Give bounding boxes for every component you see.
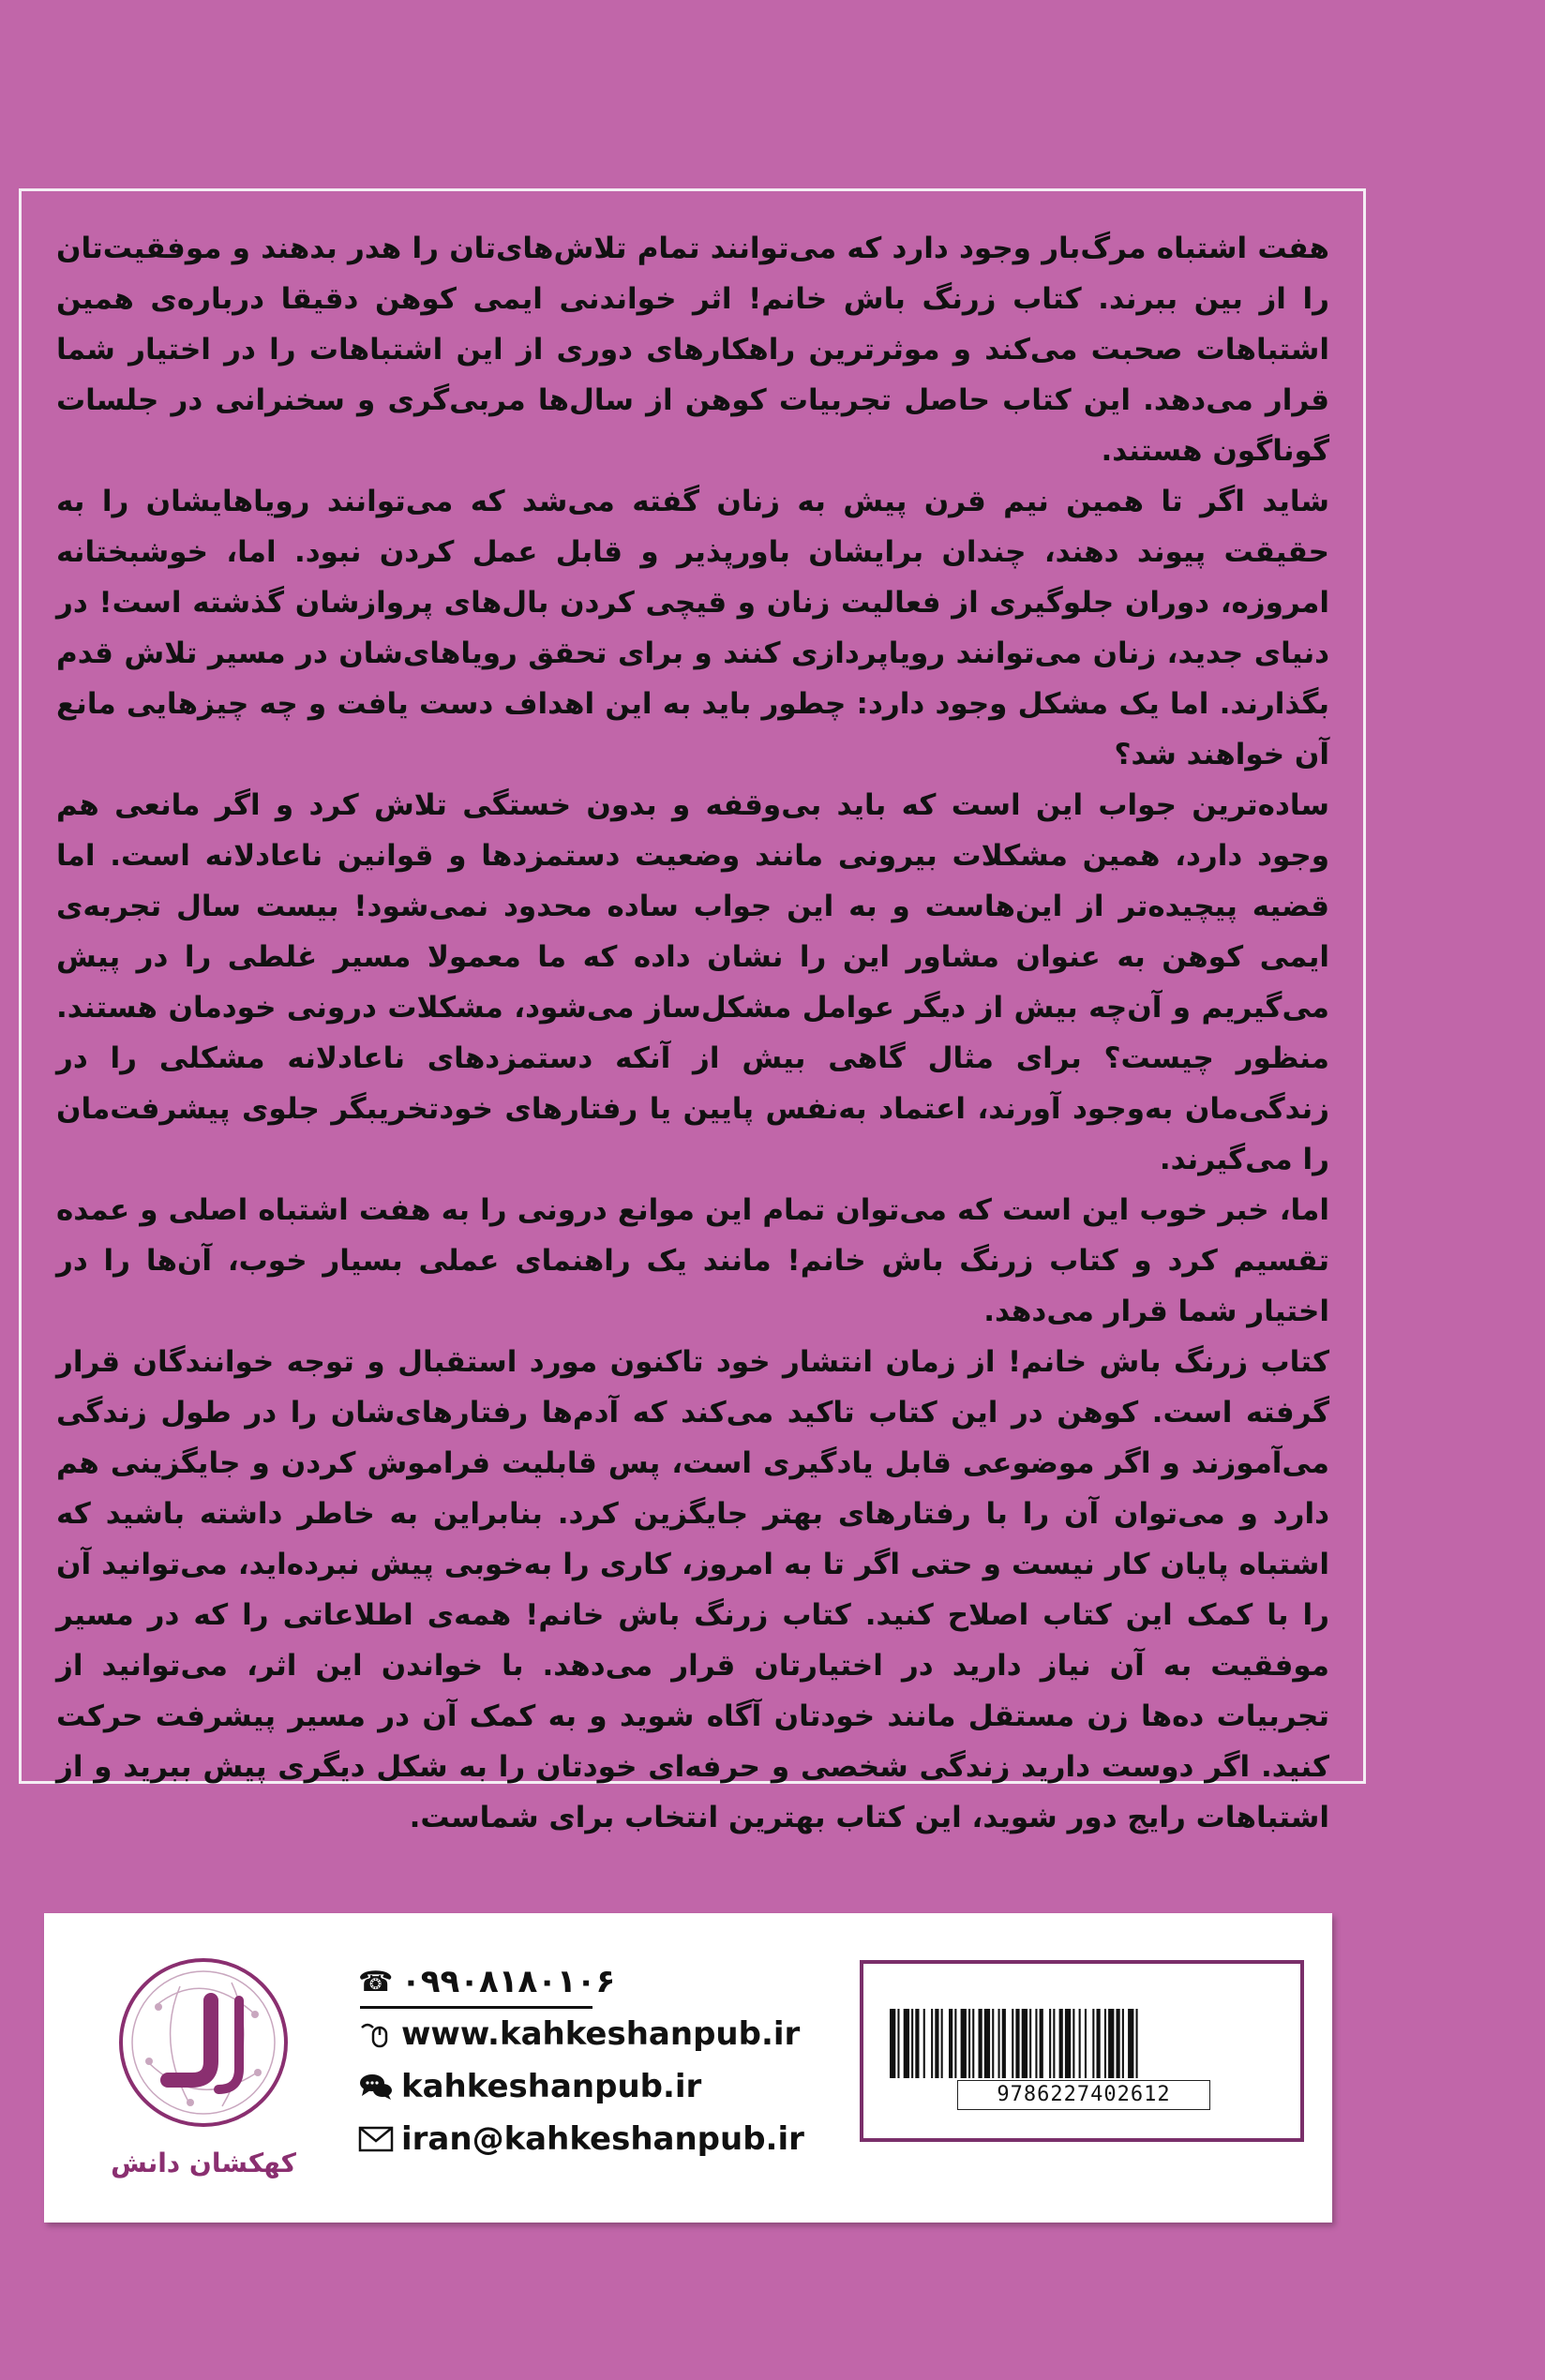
- barcode-bar: [890, 2009, 895, 2078]
- contact-social[interactable]: [358, 2060, 846, 2113]
- contact-phone[interactable]: [358, 1955, 846, 2008]
- barcode-bar: [1085, 2009, 1087, 2078]
- barcode-bar: [954, 2009, 956, 2078]
- publisher-panel: [44, 1913, 1332, 2223]
- barcode-bar: [915, 2009, 919, 2078]
- isbn-number: 9786227402612: [957, 2080, 1210, 2110]
- barcode-bar: [1012, 2009, 1013, 2078]
- contact-email[interactable]: [358, 2113, 846, 2165]
- barcode-bar: [1136, 2009, 1138, 2078]
- barcode-bar: [1035, 2009, 1037, 2078]
- barcode-bar: [923, 2009, 925, 2078]
- barcode-bar: [1015, 2009, 1019, 2078]
- paragraph-1: هفت اشتباه مرگ‌بار وجود دارد که می‌توانند تمام تلاش‌های‌تان را هدر بدهند و موفقیت‌تان را از بین ببرند. کتاب زرنگ باش خانم! اثر خواندنی ایمی کوهن دقیقا درباره‌ی همین اشتباهات صحبت می‌کند و موثرترین راهکارهای دوری از این اشتباهات را در اختیار شما قرار می‌دهد. این کتاب حاصل تجربیات کوهن از سال‌ها مربی‌گری و سخنرانی در جلسات گوناگون هستند.: [56, 232, 1329, 468]
- contact-website[interactable]: [358, 2008, 846, 2060]
- barcode-bar: [1002, 2009, 1006, 2078]
- barcode-frame: [860, 1960, 1304, 2142]
- barcode-bar: [1049, 2009, 1051, 2078]
- social-handle: kahkeshanpub.ir: [401, 2068, 702, 2105]
- paragraph-5: کتاب زرنگ باش خانم! از زمان انتشار خود تاکنون مورد استقبال و توجه خوانندگان قرار گرفته است. کوهن در این کتاب تاکید می‌کند که آدم‌ها رفتارهای‌شان را در طول زندگی می‌آموزند و اگر موضوعی قابل یادگیری است، پس قابلیت فراموش کردن و جایگزینی هم دارد و می‌توان آن را با رفتارهای بهتر جایگزین کرد. بنابراین به خاطر داشته باشید که اشتباه پایان کار نیست و حتی اگر تا به امروز، کاری را به‌خوبی پیش نبرده‌اید، می‌توانید آن را با کمک این کتاب اصلاح کنید. کتاب زرنگ باش خانم! همه‌ی اطلاعاتی را که در مسیر موفقیت به آن نیاز دارید در اختیارتان قرار می‌دهد. با خواندن این اثر، می‌توانید از تجربیات ده‌ها زن مستقل مانند خودتان آگاه شوید و به کمک آن در مسیر پیشرفت حرکت کنید. اگر دوست دارید زندگی شخصی و حرفه‌ای خودتان را به شکل دیگری پیش ببرید و از اشتباهات رایج دور شوید، این کتاب بهترین انتخاب برای شماست.: [56, 1345, 1329, 1834]
- barcode-bar: [1128, 2009, 1133, 2078]
- phone-icon: ☎: [358, 1965, 394, 1998]
- barcode-bar: [904, 2009, 909, 2078]
- publisher-logo: [100, 1949, 307, 2193]
- barcode-bar: [1029, 2009, 1031, 2078]
- email-address: iran@kahkeshanpub.ir: [401, 2120, 804, 2158]
- barcode-bar: [984, 2009, 990, 2078]
- barcode-icon: [890, 2009, 1274, 2078]
- barcode-bar: [1053, 2009, 1055, 2078]
- envelope-icon: [358, 2120, 401, 2158]
- barcode-bar: [992, 2009, 994, 2078]
- contact-list: [358, 1955, 846, 2165]
- barcode-bar: [1072, 2009, 1074, 2078]
- barcode-bar: [979, 2009, 982, 2078]
- mouse-icon: [358, 2015, 401, 2053]
- barcode-bar: [1108, 2009, 1114, 2078]
- barcode-bar: [1065, 2009, 1071, 2078]
- phone-number: ۰۹۹۰۸۱۸۰۱۰۶: [401, 1963, 616, 2000]
- chat-bubbles-icon: [358, 2068, 401, 2105]
- barcode-bar: [1079, 2009, 1081, 2078]
- barcode-bar: [1059, 2009, 1063, 2078]
- paragraph-3: ساده‌ترین جواب این است که باید بی‌وقفه و بدون خستگی تلاش کرد و اگر مانعی هم وجود دارد، همین مشکلات بیرونی مانند وضعیت دستمزدها و قوانین ناعادلانه است. اما قضیه پیچیده‌تر از این‌هاست و به این جواب ساده محدود نمی‌شود! بیست سال تجربه‌ی ایمی کوهن به عنوان مشاور این را نشان داده که ما معمولا مسیر غلطی را در پیش می‌گیریم و آن‌چه بیش از دیگر عوامل مشکل‌ساز می‌شود، مشکلات درونی خودمان هستند. منظور چیست؟ برای مثال گاهی بیش از آنکه دستمزدهای ناعادلانه مشکلی را در زندگی‌مان به‌وجود آورند، اعتماد به‌نفس پایین یا رفتارهای خودتخریبگر جلوی پیشرفت‌مان را می‌گیرند.: [56, 788, 1329, 1176]
- barcode-bar: [935, 2009, 938, 2078]
- barcode-bar: [1117, 2009, 1120, 2078]
- barcode-bar: [941, 2009, 943, 2078]
- paragraph-4: اما، خبر خوب این است که می‌توان تمام این موانع درونی را به هفت اشتباه اصلی و عمده تقسیم کرد و کتاب زرنگ باش خانم! مانند یک راهنمای عملی بسیار خوب، آن‌ها را در اختیار شما قرار می‌دهد.: [56, 1193, 1329, 1328]
- barcode-bar: [1097, 2009, 1101, 2078]
- barcode-bar: [911, 2009, 913, 2078]
- barcode-bar: [968, 2009, 970, 2078]
- barcode-bar: [972, 2009, 974, 2078]
- barcode-bar: [1122, 2009, 1124, 2078]
- description-text: [56, 223, 1329, 1843]
- barcode-bar: [1022, 2009, 1028, 2078]
- barcode-bar: [961, 2009, 967, 2078]
- barcode-bar: [1040, 2009, 1043, 2078]
- barcode-bar: [998, 2009, 1000, 2078]
- barcode-bar: [931, 2009, 933, 2078]
- website-link: www.kahkeshanpub.ir: [401, 2015, 801, 2053]
- barcode-bar: [1104, 2009, 1106, 2078]
- barcode-bar: [897, 2009, 899, 2078]
- paragraph-2: شاید اگر تا همین نیم قرن پیش به زنان گفته می‌شد که می‌توانند رویاهایشان را به حقیقت پیوند دهند، چندان برایشان باورپذیر و قابل عمل کردن نبود. اما، خوشبختانه امروزه، دوران جلوگیری از فعالیت زنان و قیچی کردن بال‌های پروازشان گذشته است! در دنیای جدید، زنان می‌توانند رویاپردازی کنند و برای تحقق رویاهای‌شان در مسیر تلاش قدم بگذارند. اما یک مشکل وجود دارد: چطور باید به این اهداف دست یافت و چه چیزهایی مانع آن خواهند شد؟: [56, 485, 1329, 771]
- barcode-bar: [949, 2009, 952, 2078]
- logo-mark-icon: [100, 1949, 307, 2146]
- publisher-name: کهکشان دانش: [111, 2148, 296, 2178]
- barcode-bar: [1092, 2009, 1094, 2078]
